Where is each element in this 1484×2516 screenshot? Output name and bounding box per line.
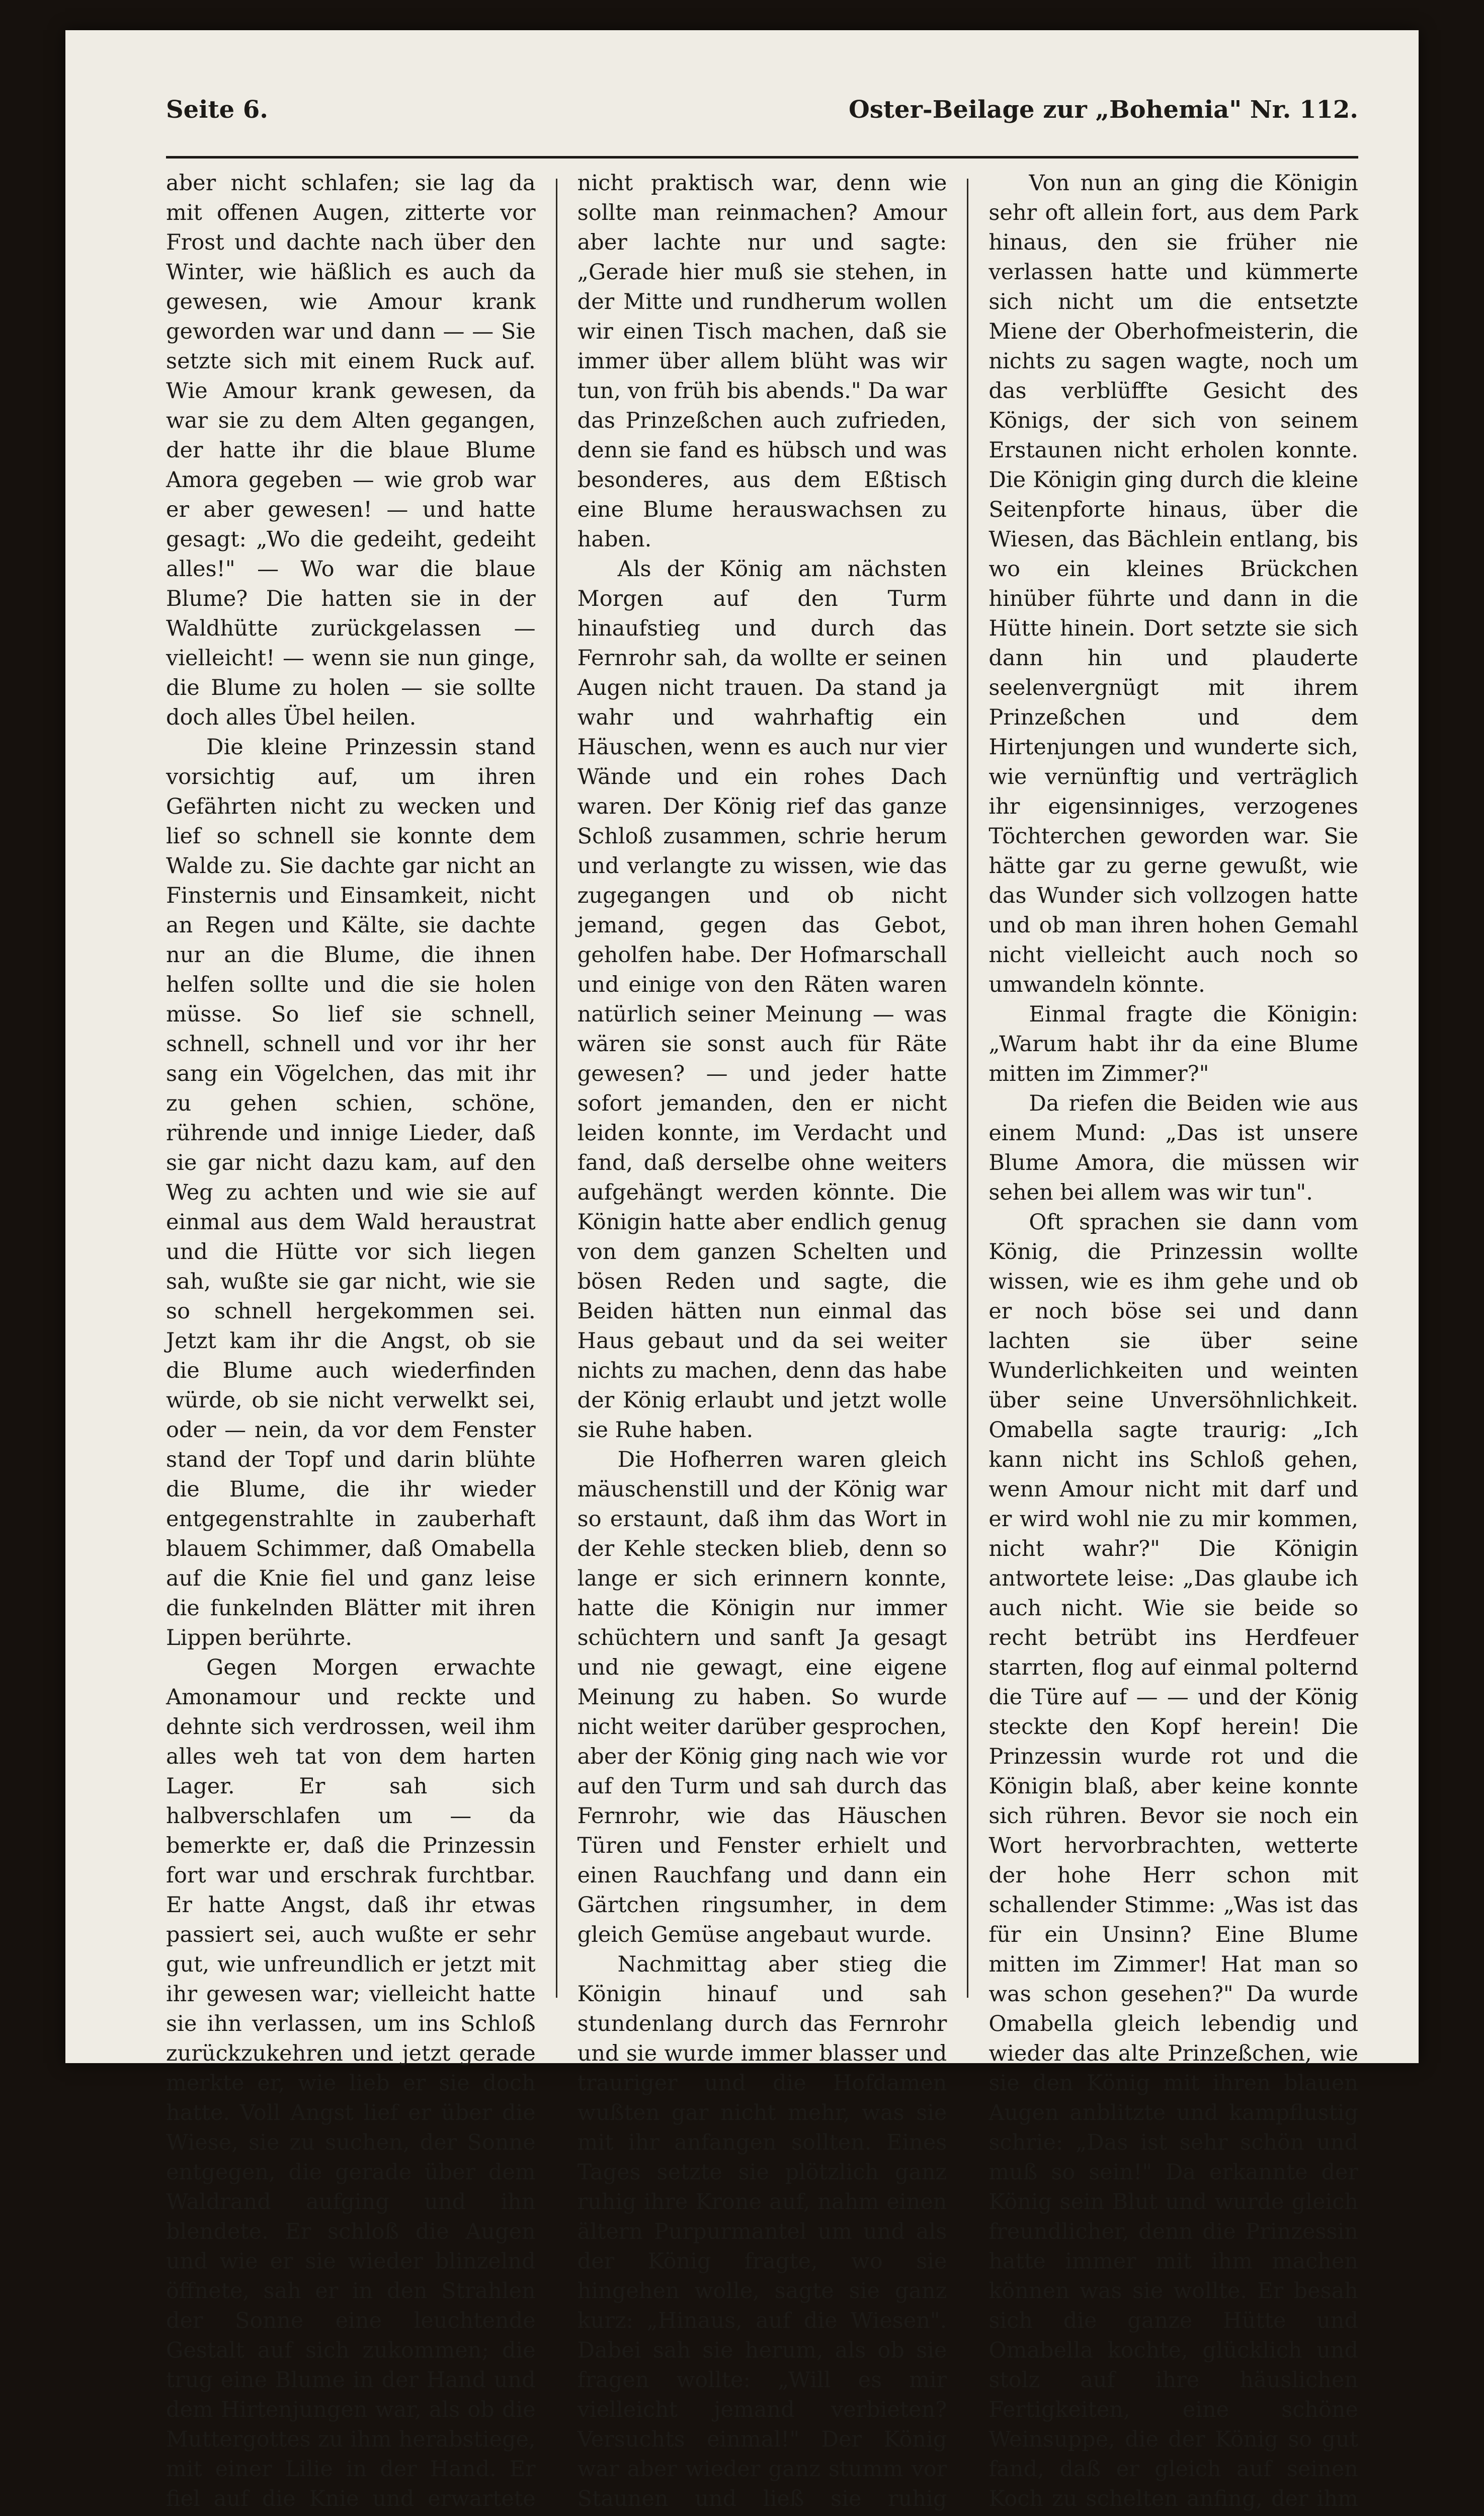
paragraph: Gegen Morgen erwachte Amonamour und reckte und dehnte sich verdrossen, weil ihm alles weh tat von dem harten Lager. Er sah sich halbverschlafen um — da bemerkte er, daß die Prinzessin fort war und erschrak furchtbar. Er hatte Angst, daß ihr etwas passiert sei, auch wußte er sehr gut, wie unfreundlich er jetzt mit ihr gewesen war; vielleicht hatte sie ihn verlassen, um ins Schloß zurückzukehren und jetzt gerade merkte er, wie lieb er sie doch hatte. Voll Angst lief er über die Wiese, sie zu suchen, der Sonne entgegen, die gerade über dem Waldrand aufging und ihn blendete. Er schloß die Augen und wie er sie wieder blinzelnd öffnete, sah er in den Strahlen der Sonne eine leuchtende Gestalt auf sich zukommen; die trug eine Blume in der Hand und dem Hirtenjungen war, als ob die Muttergottes zu ihm herabstiege, mit einer Lilie in der Hand. Er fiel auf die Knie und erwartete: [166, 1655, 536, 2511]
paragraph: nicht praktisch war, denn wie sollte man reinmachen? Amour aber lachte nur und sagte: „Gerade hier muß sie stehen, in der Mitte und rundherum wollen wir einen Tisch machen, daß sie immer über allem blüht was wir tun, von früh bis abends." Da war das Prinzeßchen auch zufrieden, denn sie fand es hübsch und was besonderes, aus dem Eßtisch eine Blume herauswachsen zu haben.: [577, 171, 947, 552]
paragraph: Da riefen die Beiden wie aus einem Mund: „Das ist unsere Blume Amora, die müssen wir sehen bei allem was wir tun".: [988, 1091, 1359, 1205]
newspaper-page: [65, 30, 1419, 2511]
paragraph: Oft sprachen sie dann vom König, die Prinzessin wollte wissen, wie es ihm gehe und ob er noch böse sei und dann lachten sie über seine Wunderlichkeiten und weinten über seine Unversöhnlichkeit. Omabella sagte traurig: „Ich kann nicht ins Schloß gehen, wenn Amour nicht mit darf und er wird wohl nie zu mir kommen, nicht wahr?" Die Königin antwortete leise: „Das glaube ich auch nicht. Wie sie beide so recht betrübt ins Herdfeuer starrten, flog auf einmal polternd die Türe auf — — und der König steckte den Kopf herein! Die Prinzessin wurde rot und die Königin blaß, aber keine konnte sich rühren. Bevor sie noch ein Wort hervorbrachten, wetterte der hohe Herr schon mit schallender Stimme: „Was ist das für ein Unsinn? Eine Blume mitten im Zimmer! Hat man so was schon gesehen?" Da wurde Omabella gleich lebendig und wieder das alte Prinzeßchen, wie sie den König mit ihren blauen Augen anblitzte und kampflustig schrie: „Das ist sehr schön und muß so sein!" Da erkannte der König sein Blut und wurde gleich freundlicher, denn die Prinzessin hatte immer mit ihm machen können was sie wollte. Er besah sich die ganze Hütte und Omabella kochte, glücklich und stolz auf ihre häuslichen Fertigkeiten, eine schöne Weinsuppe, die der König so gut fand, daß er gleich auf seinen Koch zu schelten anfing, der ihm: [988, 1210, 1359, 2511]
page-header: [166, 81, 1358, 136]
paragraph: Die Hofherren waren gleich mäuschenstill und der König war so erstaunt, daß ihm das Wort in der Kehle stecken blieb, denn so lange er sich erinnern konnte, hatte die Königin nur immer schüchtern und sanft Ja gesagt und nie gewagt, eine eigene Meinung zu haben. So wurde nicht weiter darüber gesprochen, aber der König ging nach wie vor auf den Turm und sah durch das Fernrohr, wie das Häuschen Türen und Fenster erhielt und einen Rauchfang und dann ein Gärtchen ringsumher, in dem gleich Gemüse angebaut wurde.: [577, 1447, 947, 1947]
paragraph: Als der König am nächsten Morgen auf den Turm hinaufstieg und durch das Fernrohr sah, da wollte er seinen Augen nicht trauen. Da stand ja wahr und wahrhaftig ein Häuschen, wenn es auch nur vier Wände und ein rohes Dach waren. Der König rief das ganze Schloß zusammen, schrie herum und verlangte zu wissen, wie das zugegangen und ob nicht jemand, gegen das Gebot, geholfen habe. Der Hofmarschall und einige von den Räten waren natürlich seiner Meinung — was wären sie sonst auch für Räte gewesen? — und jeder hatte sofort jemanden, den er nicht leiden konnte, im Verdacht und fand, daß derselbe ohne weiters aufgehängt werden könnte. Die Königin hatte aber endlich genug von dem ganzen Schelten und bösen Reden und sagte, die Beiden hätten nun einmal das Haus gebaut und da sei weiter nichts zu machen, denn das habe der König erlaubt und jetzt wolle sie Ruhe haben.: [577, 557, 947, 1443]
paragraph: Die kleine Prinzessin stand vorsichtig auf, um ihren Gefährten nicht zu wecken und lief so schnell sie konnte dem Walde zu. Sie dachte gar nicht an Finsternis und Einsamkeit, nicht an Regen und Kälte, sie dachte nur an die Blume, die ihnen helfen sollte und die sie holen müsse. So lief sie schnell, schnell, schnell und vor ihr her sang ein Vögelchen, das mit ihr zu gehen schien, schöne, rührende und innige Lieder, daß sie gar nicht dazu kam, auf den Weg zu achten und wie sie auf einmal aus dem Wald heraustrat und die Hütte vor sich liegen sah, wußte sie gar nicht, wie sie so schnell hergekommen sei. Jetzt kam ihr die Angst, ob sie die Blume auch wiederfinden würde, ob sie nicht verwelkt sei, oder — nein, da vor dem Fenster stand der Topf und darin blühte die Blume, die ihr wieder entgegenstrahlte in zauberhaft blauem Schimmer, daß Omabella auf die Knie fiel und ganz leise die funkelnden Blätter mit ihren Lippen berührte.: [166, 735, 536, 1650]
column-divider: [967, 179, 968, 1998]
column-1: [166, 169, 536, 2511]
supplement-title: Oster-Beilage zur „Bohemia" Nr. 112.: [849, 96, 1358, 124]
page-number: Seite 6.: [166, 96, 268, 124]
paragraph: Einmal fragte die Königin: „Warum habt ihr da eine Blume mitten im Zimmer?": [988, 1002, 1359, 1086]
article-columns: [166, 169, 1359, 2511]
paragraph: Von nun an ging die Königin sehr oft allein fort, aus dem Park hinaus, den sie früher nie verlassen hatte und kümmerte sich nicht um die entsetzte Miene der Oberhofmeisterin, die nichts zu sagen wagte, noch um das verblüffte Gesicht des Königs, der sich von seinem Erstaunen nicht erholen konnte. Die Königin ging durch die kleine Seitenpforte hinaus, über die Wiesen, das Bächlein entlang, bis wo ein kleines Brückchen hinüber führte und dann in die Hütte hinein. Dort setzte sie sich dann hin und plauderte seelenvergnügt mit ihrem Prinzeßchen und dem Hirtenjungen und wunderte sich, wie vernünftig und verträglich ihr eigensinniges, verzogenes Töchterchen geworden war. Sie hätte gar zu gerne gewußt, wie das Wunder sich vollzogen hatte und ob man ihren hohen Gemahl nicht vielleicht auch noch so umwandeln könnte.: [988, 171, 1359, 997]
column-divider: [556, 179, 557, 1998]
paragraph: aber nicht schlafen; sie lag da mit offenen Augen, zitterte vor Frost und dachte nach über den Winter, wie häßlich es auch da gewesen, wie Amour krank geworden war und dann — — Sie setzte sich mit einem Ruck auf. Wie Amour krank gewesen, da war sie zu dem Alten gegangen, der hatte ihr die blaue Blume Amora gegeben — wie grob war er aber gewesen! — und hatte gesagt: „Wo die gedeiht, gedeiht alles!" — Wo war die blaue Blume? Die hatten sie in der Waldhütte zurückgelassen — vielleicht! — wenn sie nun ginge, die Blume zu holen — sie sollte doch alles Übel heilen.: [166, 171, 536, 730]
column-2: [577, 169, 947, 2511]
paragraph: Nachmittag aber stieg die Königin hinauf und sah stundenlang durch das Fernrohr und sie wurde immer blasser und trauriger und die Hofdamen wußten gar nicht mehr, was sie mit ihr anfangen sollten. Eines Tages setzte sie plötzlich ganz ruhig ihre Krone auf, nahm einen ältern Purpurmantel um und als der König fragte, wo sie hingehen wolle, sagte sie ganz kurz: „Hinaus, auf die Wiesen". Dabei sah sie herum, als ob sie fragen wollte: „Will es mir vielleicht jemand verbieten? Versuchts einmal!" Der König war aber wieder ganz stumm vor Staunen und ließ sie ruhig: [577, 1952, 947, 2511]
column-3: [988, 169, 1359, 2511]
header-rule: [166, 156, 1358, 159]
